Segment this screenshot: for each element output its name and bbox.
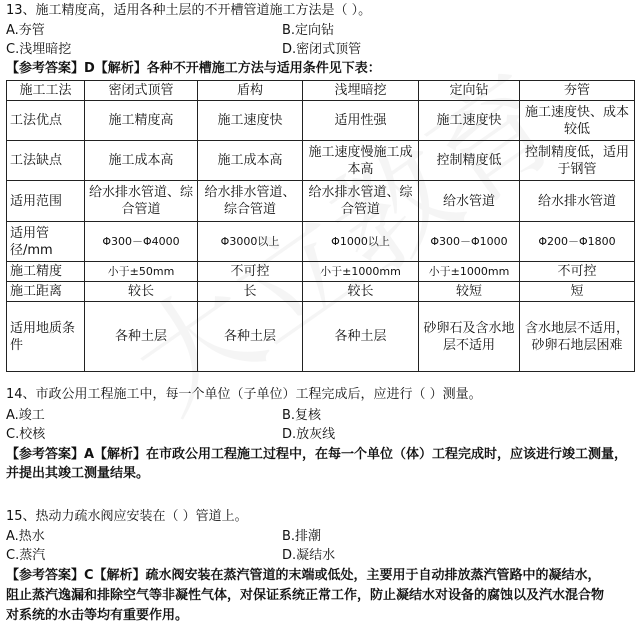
- q13-option-d: D.密闭式顶管: [282, 42, 362, 57]
- table-row: [7, 141, 635, 181]
- q13-option-b: B.定向钻: [282, 23, 335, 38]
- table-cell: 各种土层: [85, 302, 198, 372]
- row-label: 适用管径/mm: [7, 222, 85, 262]
- table-cell: 小于±1000mm: [419, 262, 520, 282]
- row-label: 工法缺点: [7, 141, 85, 181]
- table-cell: Φ300－Φ1000: [419, 222, 520, 262]
- comparison-table: [6, 80, 635, 372]
- q15-stem: 15、热动力疏水阀应安装在（ ）管道上。: [6, 509, 248, 524]
- table-cell: 不可控: [520, 262, 635, 282]
- table-cell: 施工成本高: [198, 141, 303, 181]
- q13-option-c: C.浅埋暗挖: [6, 42, 72, 57]
- row-label: 工法优点: [7, 101, 85, 141]
- table-cell: 给水管道: [419, 181, 520, 222]
- table-cell: Φ3000以上: [198, 222, 303, 262]
- table-cell: 短: [520, 282, 635, 302]
- table-row: [7, 222, 635, 262]
- table-row: [7, 101, 635, 141]
- table-cell: 不可控: [198, 262, 303, 282]
- table-header-cell: 施工工法: [7, 81, 85, 101]
- table-cell: 长: [198, 282, 303, 302]
- table-header-cell: 密闭式顶管: [85, 81, 198, 101]
- q14-answer-line-1: 【参考答案】A【解析】在市政公用工程施工过程中，在每一个单位（体）工程完成时，应该进行竣工测量，: [6, 447, 628, 462]
- table-cell: 施工速度快: [419, 101, 520, 141]
- table-header-cell: 盾构: [198, 81, 303, 101]
- table-cell: 施工速度快、成本较低: [520, 101, 635, 141]
- q14-option-b: B.复核: [282, 408, 322, 423]
- table-row: [7, 302, 635, 372]
- q15-option-a: A.热水: [6, 529, 45, 544]
- table-cell: 较短: [419, 282, 520, 302]
- q14-answer-line-2: 并提出其竣工测量结果。: [6, 466, 150, 481]
- row-label: 适用地质条件: [7, 302, 85, 372]
- q15-answer-line-2: 阻止蒸汽逸漏和排除空气等非凝性气体，对保证系统正常工作，防止凝结水对设备的腐蚀以及汽水混合物: [6, 588, 605, 603]
- table-cell: 适用性强: [303, 101, 419, 141]
- table-cell: 施工速度快: [198, 101, 303, 141]
- table-cell: 给水排水管道: [520, 181, 635, 222]
- table-cell: 各种土层: [198, 302, 303, 372]
- table-cell: Φ200－Φ1800: [520, 222, 635, 262]
- q14-option-d: D.放灰线: [282, 427, 336, 442]
- table-cell: 含水地层不适用，砂卵石地层困难: [520, 302, 635, 372]
- table-header-cell: 夯管: [520, 81, 635, 101]
- row-label: 适用范围: [7, 181, 85, 222]
- table-header-cell: 浅埋暗挖: [303, 81, 419, 101]
- q14-option-a: A.竣工: [6, 408, 45, 423]
- table-cell: 给水排水管道、综合管道: [85, 181, 198, 222]
- table-cell: 控制精度低，适用于钢管: [520, 141, 635, 181]
- table-cell: 给水排水管道、综合管道: [198, 181, 303, 222]
- table-cell: 施工成本高: [85, 141, 198, 181]
- table-cell: 较长: [303, 282, 419, 302]
- row-label: 施工距离: [7, 282, 85, 302]
- q15-option-d: D.凝结水: [282, 548, 336, 563]
- q13-stem: 13、施工精度高，适用各种土层的不开槽管道施工方法是（ ）。: [6, 3, 372, 18]
- q15-answer-line-3: 对系统的水击等均有重要作用。: [6, 608, 189, 623]
- table-cell: Φ1000以上: [303, 222, 419, 262]
- q15-option-c: C.蒸汽: [6, 548, 46, 563]
- table-cell: 小于±1000mm: [303, 262, 419, 282]
- q15-answer-line-1: 【参考答案】C【解析】疏水阀安装在蒸汽管道的末端或低处，主要用于自动排放蒸汽管路中的凝结水，: [6, 568, 601, 583]
- table-cell: 给水排水管道、综合管道: [303, 181, 419, 222]
- table-cell: 砂卵石及含水地层不适用: [419, 302, 520, 372]
- table-header-cell: 定向钻: [419, 81, 520, 101]
- table-cell: 施工精度高: [85, 101, 198, 141]
- q15-option-b: B.排潮: [282, 529, 322, 544]
- table-cell: 各种土层: [303, 302, 419, 372]
- q13-answer: 【参考答案】D【解析】各种不开槽施工方法与适用条件见下表：: [6, 61, 381, 76]
- q14-stem: 14、市政公用工程施工中，每一个单位（子单位）工程完成后，应进行（ ）测量。: [6, 387, 482, 402]
- q13-option-a: A.夯管: [6, 23, 45, 38]
- table-cell: 控制精度低: [419, 141, 520, 181]
- table-cell: Φ300－Φ4000: [85, 222, 198, 262]
- q14-option-c: C.校核: [6, 427, 46, 442]
- table-row: [7, 181, 635, 222]
- table-row: [7, 282, 635, 302]
- table-cell: 小于±50mm: [85, 262, 198, 282]
- table-cell: 较长: [85, 282, 198, 302]
- table-header-row: [7, 81, 635, 101]
- row-label: 施工精度: [7, 262, 85, 282]
- table-cell: 施工速度慢施工成本高: [303, 141, 419, 181]
- table-row: [7, 262, 635, 282]
